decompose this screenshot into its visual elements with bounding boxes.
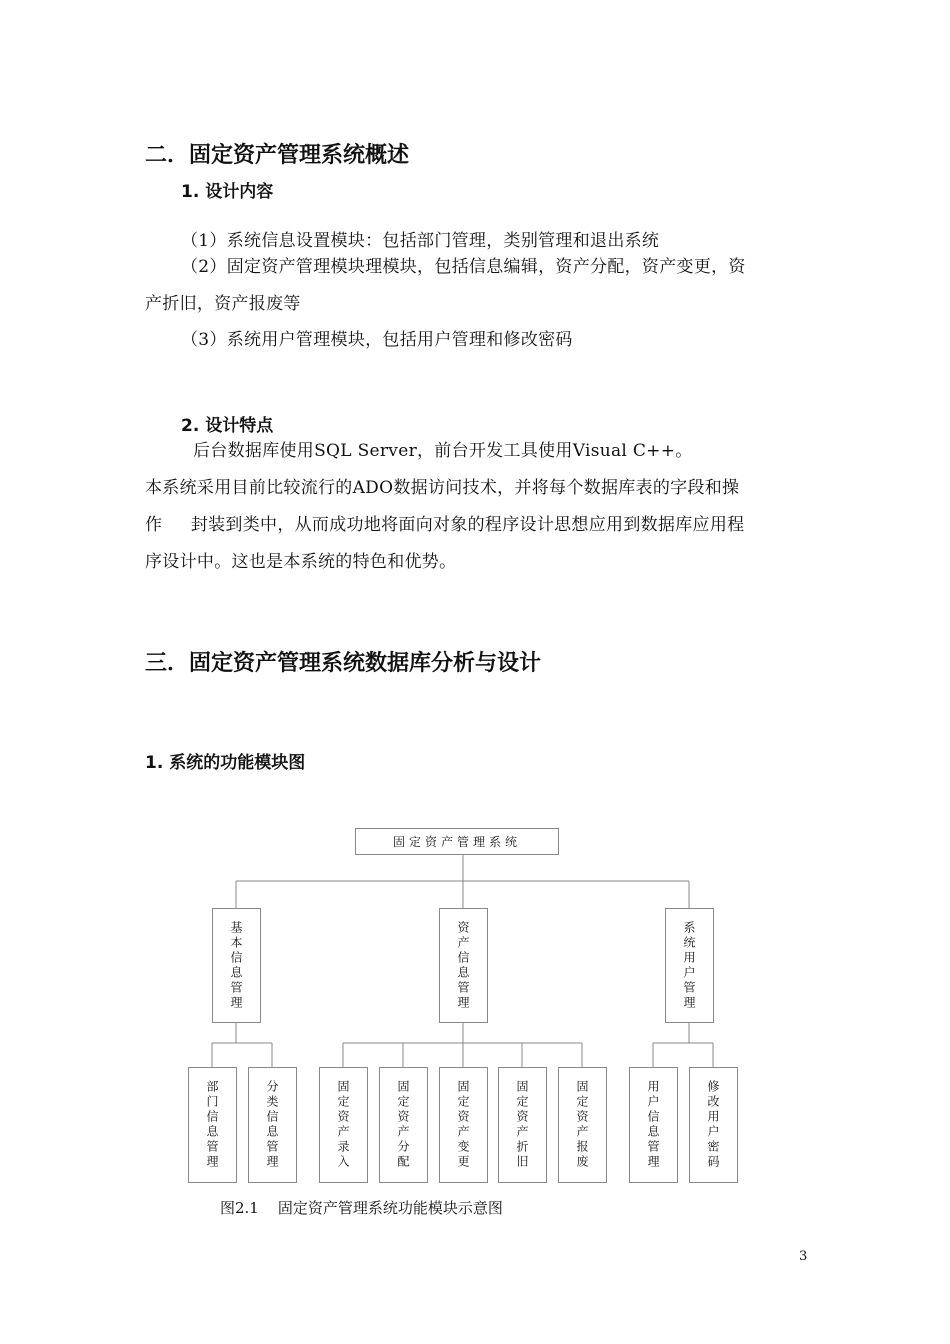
- function-module-subheading: 1. 系统的功能模块图: [145, 753, 306, 773]
- figure-caption: 图2.1 固定资产管理系统功能模块示意图: [220, 1199, 503, 1217]
- diagram-root-node: [355, 828, 559, 855]
- content-item-1: （1）系统信息设置模块：包括部门管理，类别管理和退出系统: [181, 231, 660, 251]
- content-item-2: （2）固定资产管理模块理模块，包括信息编辑，资产分配，资产变更，资: [181, 257, 746, 277]
- features-line-4: 序设计中。这也是本系统的特色和优势。: [145, 552, 457, 572]
- diagram-node-basic-info: [212, 908, 261, 1023]
- diagram-node-label: 部门信息管理: [205, 1080, 219, 1170]
- diagram-node-category-info: [248, 1067, 297, 1183]
- content-item-3: （3）系统用户管理模块，包括用户管理和修改密码: [181, 330, 573, 350]
- diagram-node-user-info: [629, 1067, 678, 1183]
- diagram-node-dept-info: [188, 1067, 237, 1183]
- diagram-node-label: 用户信息管理: [646, 1080, 660, 1170]
- features-line-1: 后台数据库使用SQL Server，前台开发工具使用Visual C++。: [193, 441, 693, 461]
- diagram-node-asset-disposal: [558, 1067, 607, 1183]
- page-number: 3: [799, 1249, 808, 1264]
- diagram-node-label: 基本信息管理: [229, 920, 243, 1011]
- diagram-node-system-users: [665, 908, 714, 1023]
- diagram-node-asset-depreciation: [498, 1067, 547, 1183]
- diagram-node-label: 资产信息管理: [456, 920, 470, 1011]
- diagram-node-label: 固定资产折旧: [515, 1080, 529, 1170]
- design-content-subheading: 1. 设计内容: [181, 182, 274, 202]
- diagram-node-asset-change: [439, 1067, 488, 1183]
- features-line-2: 本系统采用目前比较流行的ADO数据访问技术，并将每个数据库表的字段和操: [145, 478, 740, 498]
- diagram-root-label: 固定资产管理系统: [392, 835, 521, 849]
- features-line-3: 作 封装到类中，从而成功地将面向对象的程序设计思想应用到数据库应用程: [145, 515, 745, 535]
- diagram-node-label: 分类信息管理: [265, 1080, 279, 1170]
- diagram-node-label: 修改用户密码: [706, 1080, 720, 1170]
- diagram-node-label: 系统用户管理: [682, 920, 696, 1011]
- content-item-2-cont: 产折旧，资产报废等: [145, 294, 301, 314]
- diagram-node-asset-entry: [319, 1067, 368, 1183]
- section-2-heading: 二．固定资产管理系统概述: [145, 143, 410, 168]
- section-3-heading: 三．固定资产管理系统数据库分析与设计: [145, 651, 542, 676]
- design-features-subheading: 2. 设计特点: [181, 416, 274, 436]
- diagram-node-label: 固定资产变更: [456, 1080, 470, 1170]
- diagram-node-label: 固定资产分配: [396, 1080, 410, 1170]
- diagram-node-asset-allocation: [379, 1067, 428, 1183]
- diagram-node-label: 固定资产录入: [336, 1080, 350, 1170]
- diagram-node-label: 固定资产报废: [575, 1080, 589, 1170]
- diagram-node-change-password: [689, 1067, 738, 1183]
- diagram-node-asset-info: [439, 908, 488, 1023]
